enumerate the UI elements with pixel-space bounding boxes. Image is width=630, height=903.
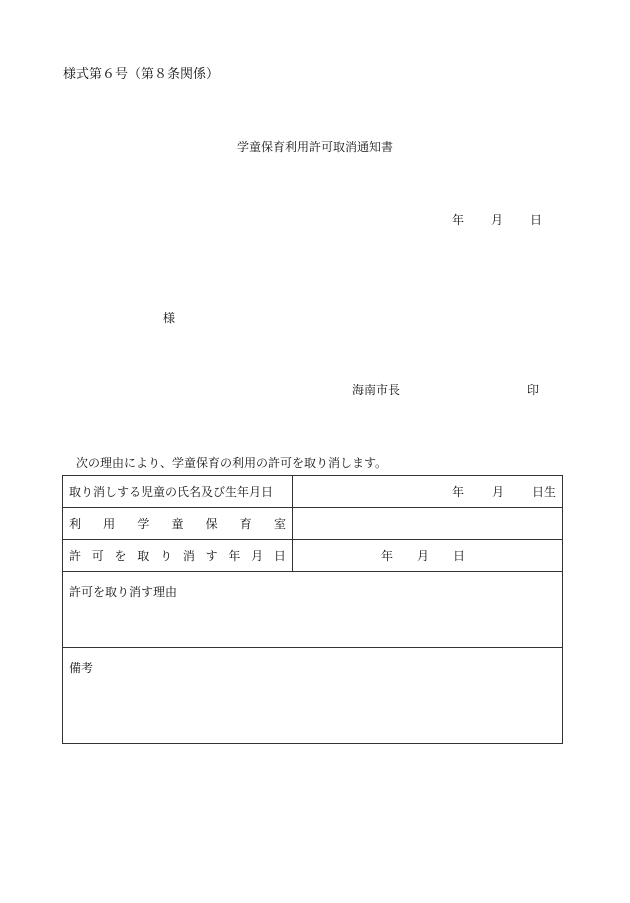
cancel-date-label-char: 取 [137, 549, 150, 563]
facility-label-char: 利 [69, 517, 82, 531]
birth-day: 日生 [531, 485, 556, 499]
cancellation-date-fields [381, 547, 465, 564]
facility-label-char: 育 [239, 517, 252, 531]
remarks-cell [63, 648, 563, 744]
facility-row [63, 508, 563, 540]
cancellation-date-label [63, 547, 292, 564]
cancel-date-label-char: り [160, 549, 173, 563]
cancel-month: 月 [416, 549, 429, 563]
facility-value-cell [293, 508, 563, 540]
child-name-birth-value-cell [293, 476, 563, 508]
issue-date-line [452, 214, 542, 226]
facility-label-cell [63, 508, 293, 540]
document-title: 学童保育利用許可取消通知書 [236, 140, 393, 154]
child-row [63, 476, 563, 508]
facility-label-char: 室 [273, 517, 286, 531]
cancel-date-label-char: を [114, 549, 127, 563]
child-name-birth-label-cell [63, 476, 293, 508]
birth-year: 年 [452, 485, 465, 499]
intro-text: 次の理由により、学童保育の利用の許可を取り消します。 [76, 456, 388, 470]
issue-date-day: 日 [529, 213, 542, 227]
issue-date-month: 月 [490, 213, 503, 227]
cancel-date-label-char: 日 [273, 549, 286, 563]
cancellation-form-table [62, 475, 563, 744]
addressee-suffix: 様 [163, 311, 176, 325]
cancel-date-label-char: 許 [69, 549, 82, 563]
remarks-row [63, 648, 563, 744]
issuer-name: 海南市長 [352, 383, 401, 397]
cancellation-date-label-cell [63, 540, 293, 572]
cancel-date-label-char: 可 [91, 549, 104, 563]
facility-label-char: 用 [103, 517, 116, 531]
reason-row [63, 572, 563, 648]
seal-mark: 印 [527, 383, 540, 397]
reason-cell [63, 572, 563, 648]
form-number: 様式第６号（第８条関係） [63, 67, 220, 82]
issue-date-year: 年 [452, 213, 465, 227]
cancel-date-label-char: 消 [182, 549, 195, 563]
facility-label-char: 童 [171, 517, 184, 531]
cancel-date-label-char: す [205, 549, 218, 563]
cancel-date-label-char: 年 [228, 549, 241, 563]
cancellation-date-value-cell [293, 540, 563, 572]
facility-label-char: 保 [205, 517, 218, 531]
cancel-day: 日 [452, 549, 465, 563]
facility-label [63, 515, 292, 532]
facility-label-char: 学 [137, 517, 150, 531]
birth-month: 月 [491, 485, 504, 499]
child-name-birth-label: 取り消しする児童の氏名及び生年月日 [69, 485, 274, 499]
reason-label: 許可を取り消す理由 [69, 585, 178, 599]
cancel-date-label-char: 月 [251, 549, 264, 563]
cancellation-date-row [63, 540, 563, 572]
remarks-label: 備考 [69, 661, 94, 675]
birth-date-fields [452, 483, 556, 500]
cancel-year: 年 [381, 549, 394, 563]
